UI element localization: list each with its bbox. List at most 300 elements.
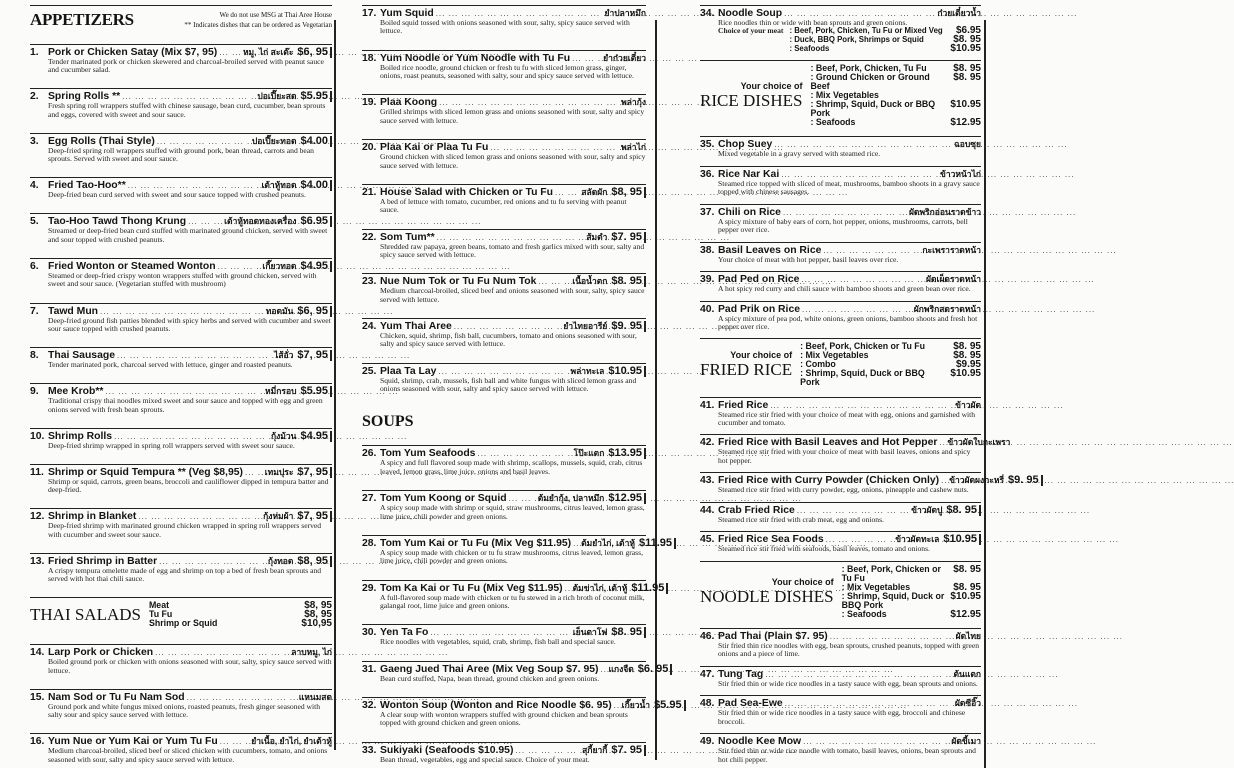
item-number: 31. (362, 663, 377, 675)
item-name: Tom Ka Kai or Tu Fu (Mix Veg $11.95) (380, 582, 563, 594)
section-title: NOODLE DISHES (700, 586, 834, 606)
item-price: $10.95 (943, 534, 981, 545)
item-description: Steamed rice stir fried with curry powder, egg, onions, pineapple and cashew nuts. (718, 485, 969, 495)
item-thai-name: ยำก๋วยเตี๋ยว (603, 52, 646, 63)
item-name: Fried Rice with Basil Leaves and Hot Pepper (718, 437, 938, 449)
item-price: $12.95 (608, 493, 646, 504)
item-thai-name: พล่ากุ้ง (621, 97, 646, 108)
item-price: $8. 95 (611, 276, 646, 287)
menu-item (362, 184, 646, 215)
choice-row (842, 592, 981, 610)
item-name: Yum Thai Aree (380, 321, 452, 333)
item-name: Yum Nue or Yum Kai or Yum Tu Fu (48, 736, 218, 748)
menu-item (30, 428, 332, 450)
item-name: Chop Suey (718, 139, 773, 151)
item-name: Fried Rice (718, 399, 769, 411)
item-thai-name: ข้าวผัด (955, 399, 981, 410)
item-description: Traditional crispy thai noodles mixed sweet and sour sauce and topped with egg and green onions served with fresh bean sprouts. (48, 396, 323, 414)
item-name: Plaa Ta Lay (380, 365, 437, 377)
item-price: $4.95 (300, 431, 332, 442)
item-number: 12. (30, 511, 45, 523)
item-thai-name: ข้าวผัดใบกะเพรา (947, 437, 1011, 448)
choice-price: $10.95 (950, 99, 981, 111)
item-name: Shrimp Rolls (48, 430, 113, 442)
item-name: Fried Wonton or Steamed Wonton (48, 260, 216, 272)
menu-item-title (700, 245, 981, 256)
dot-leader (823, 245, 920, 256)
item-number: 8. (30, 350, 39, 362)
item-description: A clear soup with wonton wrappers stuffed with ground chicken and bean sprouts topped with ground chicken and green onions. (380, 709, 628, 728)
item-thai-name: พล่าไก่ (620, 142, 646, 153)
choice-text: : Seafoods (789, 43, 830, 53)
item-name: Noodle Kee Mow (718, 736, 802, 748)
item-price: $5.95 (654, 700, 686, 711)
item-thai-name: เนื้อน้ำตก (572, 276, 608, 287)
item-price: $4.00 (300, 180, 332, 191)
dot-leader (802, 304, 912, 315)
choice-price: $8. 95 (953, 34, 981, 45)
item-number: 22. (362, 231, 377, 243)
item-thai-name: ข้าวหน้าไก่ (940, 168, 981, 179)
menu-item (30, 213, 332, 244)
item-number: 49. (700, 736, 715, 748)
item-description: Ground pork and white fungus mixed onions, roasted peanuts, fresh ginger seasoned with salty sour and spicy sauce served with lettuce. (48, 701, 321, 720)
choice-list (800, 342, 981, 387)
item-number: 30. (362, 627, 377, 639)
choice-price: $8, 95 (304, 600, 332, 612)
item-name: Mee Krob** (48, 386, 104, 398)
item-number: 41. (700, 399, 715, 411)
item-price: $5.95 (300, 91, 332, 102)
item-name: Yen Ta Fo (380, 627, 429, 639)
item-thai-name: เต้าหู้ทอด (261, 180, 297, 191)
item-name: Larp Pork or Chicken (48, 647, 154, 659)
item-description: Stir fried thin or wide rice noodles in a tasty sauce with egg, bean sprouts and onions. (718, 678, 978, 688)
item-name: Nue Num Tok or Tu Fu Num Tok (380, 276, 537, 288)
item-description: A spicy and full flavored soup made with shrimp, scallops, mussels, squid, crab, citrus leaved, lemon grass, lime juice, onions and basil leaves. (380, 458, 643, 476)
menu-item (362, 139, 646, 170)
item-thai-name: ข้าวผัดผงกะหรี่ (949, 475, 1005, 486)
item-number: 37. (700, 206, 715, 218)
item-thai-name: แกงจืด (608, 663, 634, 674)
item-number: 35. (700, 139, 715, 151)
menu-item (700, 695, 981, 726)
item-price: $6, 95 (297, 47, 332, 58)
dot-leader (565, 583, 571, 594)
item-description: Grilled shrimps with sliced lemon grass and onions seasoned with sour, salty and spicy sauce served with lettuce. (380, 107, 645, 125)
item-thai-name: ยำไทยอารีย์ (563, 321, 608, 332)
menu-item (30, 44, 332, 75)
note-text: ** Indicates dishes that can be ordered as Vegetarian (184, 21, 332, 29)
item-name: Tom Yum Seafoods (380, 448, 476, 460)
dot-leader (100, 306, 264, 317)
item-description: Chicken, squid, shrimp, fish ball, cucumbers, tomato and onions seasoned with sour, salty and spicy sauce served with lettuce. (380, 331, 637, 349)
item-price: $11.95 (639, 538, 676, 549)
item-thai-name: ก๋วยเตี๋ยวน้ำ (937, 8, 981, 18)
item-thai-name: ข้าวผัดปู (911, 504, 943, 515)
item-description: Mixed vegetable in a gravy served with steamed rice. (718, 149, 881, 159)
item-number: 16. (30, 736, 45, 748)
item-thai-name: พล่าทะเล (570, 365, 605, 376)
item-name: Pad Sea-Ewe (718, 698, 783, 710)
item-name: Yum Noodle or Yum Noodle with Tu Fu (380, 52, 571, 64)
item-price: $4.00 (300, 136, 332, 147)
choice-price: $10.95 (950, 590, 981, 602)
item-price: $9. 95 (1008, 475, 1043, 486)
item-thai-name: ฉอบซุย (953, 139, 981, 150)
menu-item (700, 628, 981, 659)
item-price: $4.95 (300, 261, 332, 272)
item-thai-name: กะเพราราดหน้า (922, 244, 981, 255)
menu-item (700, 502, 981, 524)
section-header (30, 597, 332, 630)
item-thai-name: ต้มยำกุ้ง, ปลาหมึก (537, 493, 605, 504)
menu-item (700, 271, 981, 293)
choice-block (700, 27, 981, 53)
choice-text: Tu Fu (148, 609, 173, 620)
item-thai-name: ปอเปี๊ยะทอด (251, 135, 297, 146)
menu-item (362, 273, 646, 304)
item-thai-name: ทอดมัน (265, 305, 294, 316)
menu-item (700, 531, 981, 553)
menu-item (362, 229, 646, 260)
menu-item (30, 258, 332, 289)
item-price: $7, 95 (297, 350, 332, 361)
item-number: 47. (700, 668, 715, 680)
choice-price: $10.95 (950, 42, 981, 54)
section-title-group (30, 605, 141, 625)
menu-item (362, 697, 682, 728)
menu-item-title (700, 304, 981, 315)
item-description: Tender marinated pork, charcoal served with lettuce, ginger and roasted peanuts. (48, 360, 293, 370)
choice-text: Shrimp or Squid (148, 618, 218, 629)
menu-item-title (362, 662, 669, 675)
menu-item-title (30, 306, 332, 317)
choice-price: $8, 95 (304, 609, 332, 621)
menu-item (362, 661, 669, 683)
item-number: 33. (362, 744, 377, 756)
item-number: 40. (700, 303, 715, 315)
item-name: Pork or Chicken Satay (Mix $7, 95) (48, 46, 218, 58)
column-divider (334, 20, 336, 750)
item-description: Steamed rice topped with sliced of meat, mushrooms, bamboo shoots in a gravy sauce topped with chinese sausages. (718, 178, 980, 197)
item-thai-name: ปอเปี๊ยะสด (257, 91, 297, 102)
item-name: Shrimp or Squid Tempura ** (Veg $8,95) (48, 466, 243, 478)
dot-leader (187, 692, 297, 703)
section-header (700, 338, 981, 389)
menu-item (362, 445, 646, 476)
menu-item (700, 666, 981, 688)
item-number: 10. (30, 430, 45, 442)
item-description: Stir fried thin or wide rice noodles in a tasty sauce with egg, broccoli and chinese broccoli. (718, 708, 966, 726)
menu-item (30, 733, 332, 764)
item-price: $8. 95 (611, 627, 646, 638)
item-description: Deep-fried bean curd served with sweet and sour sauce topped with crushed peanuts. (48, 190, 306, 200)
item-number: 11. (30, 466, 44, 478)
item-number: 5. (30, 216, 39, 228)
item-description: A spicy mixture of baby ears of corn, hot pepper, onions, mushrooms, carrots, bell pepper over rice. (718, 216, 968, 235)
choice-list (149, 601, 332, 628)
menu-column-1 (30, 0, 332, 768)
dot-leader (515, 745, 580, 756)
item-name: Shrimp in Blanket (48, 511, 137, 523)
section-header (700, 60, 981, 129)
section-title: APPETIZERS (30, 10, 134, 29)
choice-price: $8. 95 (953, 581, 981, 593)
item-thai-name: ลาบหมู, ไก่ (291, 647, 332, 658)
column-divider (655, 20, 657, 760)
item-number: 39. (700, 274, 715, 286)
item-description: A spicy soup made with shrimp or squid, straw mushrooms, citrus leaved, lemon grass, lime juice, chili powder and green onions. (380, 503, 645, 521)
section-title: RICE DISHES (700, 90, 803, 110)
menu-item (700, 733, 981, 764)
item-thai-name: สุกี้ยากี้ (582, 744, 608, 755)
item-thai-name: ผัดซีอิ๊ว (954, 698, 981, 709)
choice-text: : Mix Vegetables (841, 581, 911, 592)
menu-item (30, 347, 332, 369)
choice-label: Your choice of (771, 576, 834, 587)
choice-price: $10,95 (301, 618, 332, 630)
item-description: Stir fried thin rice noodles with egg, bean sprouts, crushed peanuts, topped with green onions and a piece of lime. (718, 640, 980, 659)
item-number: 34. (700, 8, 715, 19)
choice-price: $8. 95 (953, 341, 981, 353)
item-number: 9. (30, 386, 39, 398)
item-number: 1. (30, 46, 39, 58)
item-number: 4. (30, 180, 39, 192)
item-description: Bean thread, vegetables, egg and special sauce. Choice of your meat. (380, 754, 590, 764)
item-description: Steamed rice stir fried with seafoods, basil leaves, tomato and onions. (718, 544, 930, 554)
choice-text: : Mix Vegetables (800, 350, 869, 361)
section-title: SOUPS (362, 413, 414, 431)
item-name: Noodle Soup (718, 8, 783, 19)
item-name: Tung Tag (718, 668, 764, 680)
choice-text: : Ground Chicken or Ground Beef (810, 72, 930, 92)
choice-label: Choice of your meat (718, 26, 784, 36)
item-description: Steamed rice stir fried with your choice of meat with egg, onions and garnished with cucumber and tomato. (718, 409, 976, 427)
choice-row (842, 610, 981, 619)
section-title-group (700, 81, 802, 111)
menu-item-title (30, 692, 332, 703)
item-number: 20. (362, 142, 377, 154)
item-thai-name: ผัดไทย (955, 630, 981, 641)
item-description: Medium charcoal-broiled, sliced beef and onions seasoned with sour, salty, spicy sauce served with lettuce. (380, 286, 645, 304)
choice-row (842, 565, 981, 583)
item-price: $5.95 (300, 386, 332, 397)
item-number: 3. (30, 135, 39, 147)
section-header (700, 561, 981, 621)
choice-price: $12.95 (950, 117, 981, 129)
menu-item (30, 303, 332, 334)
item-description: Steamed rice stir fried with your choice of meat with basil leaves, onions and spicy hot pepper. (718, 447, 971, 465)
item-description: Streamed or deep-fried bean curd stuffed with marinated ground chicken, served with sweet and sour topped with crushed peanuts. (48, 226, 328, 244)
item-price: $7. 95 (611, 232, 646, 243)
choice-row (810, 100, 981, 118)
item-price: $9. 95 (611, 321, 646, 332)
item-number: 27. (362, 493, 377, 505)
item-description: A hot spicy red curry and chili sauce with bamboo shoots and green bean over rice. (718, 284, 971, 294)
item-thai-name: กุ้งม้วน (270, 430, 297, 441)
item-description: Boiled ground pork or chicken with onions seasoned with sour, salty, spicy sauce served with lettuce. (48, 657, 332, 675)
menu-item (700, 434, 1011, 465)
menu-item (700, 166, 981, 197)
item-number: 38. (700, 244, 715, 256)
menu-item (700, 472, 1039, 495)
menu-column-2 (362, 0, 682, 768)
item-name: Crab Fried Rice (718, 504, 795, 516)
item-number: 18. (362, 52, 377, 64)
item-thai-name: ข้าวผัดทะเล (895, 534, 940, 545)
menu-item (362, 94, 646, 125)
item-number: 21. (362, 186, 377, 198)
item-number: 14. (30, 647, 45, 659)
item-name: Chili on Rice (718, 206, 781, 218)
item-thai-name: ผัดเผ็ดราดหน้า (926, 274, 981, 285)
item-name: Tao-Hoo Tawd Thong Krung (48, 216, 187, 228)
item-name: Fried Rice Sea Foods (718, 534, 824, 546)
menu-item (30, 133, 332, 164)
menu-item (362, 318, 646, 349)
choice-price: $9.95 (955, 359, 981, 371)
menu-item-title (700, 400, 981, 411)
choice-text: : Mix Vegetables (810, 90, 879, 101)
item-thai-name: ไส้อั่ว (274, 350, 294, 361)
item-number: 48. (700, 698, 715, 710)
item-description: Shredded raw papaya, green beans, tomato and fresh garlics mixed with sour, salty and spicy sauce served with lettuce. (380, 241, 645, 259)
item-description: A crispy tempura omelette made of egg and shrimp on top a bed of fresh bean sprouts and served with hot thai chili sauce. (48, 565, 322, 584)
menu-item (362, 742, 646, 764)
item-description: Rice noodles thin or wide with bean sprouts and green onions. (718, 18, 908, 27)
item-thai-name: ยำปลาหมึก (604, 8, 646, 18)
item-number: 19. (362, 97, 377, 109)
item-name: Nam Sod or Tu Fu Nam Sod (48, 691, 185, 703)
menu-item (362, 490, 646, 521)
item-number: 46. (700, 630, 715, 642)
item-thai-name: ส้มตำ (586, 231, 608, 242)
item-thai-name: กุ้งทอด (267, 555, 294, 566)
menu-item (30, 383, 332, 414)
item-description: Tender marinated pork or chicken skewered and charcoal-broiled served with peanut sauce and cucumber salad. (48, 56, 324, 75)
item-thai-name: กุ้งห่มผ้า (263, 511, 294, 522)
menu-item (700, 242, 981, 264)
menu-item (30, 88, 332, 119)
section-title: FRIED RICE (700, 359, 793, 379)
item-thai-name: ต้นแตก (953, 668, 981, 679)
item-description: A spicy soup made with chicken or tu fu straw mushrooms, citrus leaved, lemon grass, lime juice, chili powder and green onions. (380, 547, 643, 566)
item-description: Steamed rice stir fried with crab meat, egg and onions. (718, 514, 884, 524)
note-text: We do not use MSG at Thai Aree House (219, 11, 332, 19)
item-description: Stir fried thin or wide rice noodle with tomato, basil leaves, onions, bean sprouts and hot chili pepper. (718, 746, 976, 764)
menu-item (700, 301, 981, 332)
item-description: A spicy mixture of pea pod, white onions, green onions, bamboo shoots and fresh hot pepper over rice. (718, 313, 978, 331)
item-number: 15. (30, 691, 45, 703)
item-number: 17. (362, 8, 377, 19)
item-number: 7. (30, 305, 39, 317)
item-name: Wonton Soup (Wonton and Rice Noodle $6. 95) (380, 699, 612, 711)
choice-price: $8. 95 (953, 563, 981, 575)
item-name: Thai Sausage (48, 350, 115, 362)
choice-label: Your choice of (730, 349, 793, 360)
item-number: 28. (362, 537, 377, 549)
section-header (30, 5, 332, 30)
choice-row (789, 42, 981, 54)
item-thai-name: สลัดผัก (581, 186, 608, 197)
item-description: Deep-fried ground fish patties blended with spicy herbs and served with cucumber and sweet sour sauce topped with crushed peanuts. (48, 315, 331, 333)
dot-leader (437, 232, 585, 243)
choice-price: $6.95 (955, 25, 981, 37)
choice-price: $10.95 (950, 368, 981, 380)
choice-row (800, 369, 981, 387)
item-number: 13. (30, 555, 45, 567)
choice-text: : Seafoods (810, 117, 856, 128)
item-description: Ground chicken with sliced lemon grass and onions seasoned with sour, salty and spicy sauce served with lettuce. (380, 152, 646, 170)
item-number: 32. (362, 699, 377, 711)
menu-item (362, 363, 646, 394)
menu-item (30, 508, 332, 539)
item-price: $6, 95 (297, 306, 332, 317)
item-description: Deep-fried shrimp with marinated ground chicken wrapped in spring roll wrappers served with cucumber and sweet sour sauce. (48, 521, 322, 539)
choice-text: : Beef, Pork, Chicken or Tu Fu (841, 563, 941, 583)
menu-item (700, 204, 981, 235)
header-notes (184, 10, 332, 30)
item-description: Boiled squid tossed with onions seasoned with sour, salty, spicy sauce served with lettuce. (380, 18, 630, 36)
choice-text: : Shrimp, Squid, Duck or BBQ Pork (810, 99, 936, 119)
item-number: 36. (700, 168, 715, 180)
item-number: 44. (700, 504, 715, 516)
item-price: $10.95 (608, 366, 646, 377)
menu-item (30, 644, 332, 675)
item-name: Yum Squid (380, 8, 434, 19)
item-price: $11.95 (631, 583, 668, 594)
menu-item (30, 177, 332, 199)
menu-item (362, 5, 646, 36)
item-description: A full-flavored soup made with chicken or tu fu stewed in a rich broth of coconut milk, galangal root, lime juice and green onions. (380, 592, 645, 610)
item-thai-name: แหนมสด (298, 691, 332, 702)
item-thai-name: ผัดขี้เมา (951, 736, 981, 747)
item-description: A bed of lettuce with tomato, cucumber, red onions and tu fu serving with peanut sauce. (380, 196, 627, 215)
choice-price: $8. 95 (953, 350, 981, 362)
menu-item (700, 397, 981, 428)
item-name: House Salad with Chicken or Tu Fu (380, 186, 554, 198)
item-name: Plaa Koong (380, 97, 438, 109)
choice-label: Your choice of (740, 80, 803, 91)
menu-item (30, 464, 332, 495)
choice-price: $8. 95 (953, 72, 981, 84)
dot-leader (600, 664, 606, 675)
menu-item (362, 624, 646, 646)
choice-text: : Seafoods (841, 608, 887, 619)
choice-price: $12.95 (950, 608, 981, 620)
item-name: Som Tum** (380, 231, 435, 243)
menu-item (700, 136, 981, 158)
item-name: Plaa Kai or Plaa Tu Fu (380, 142, 489, 154)
item-description: Steamed or deep-fried crispy wonton wrappers stuffed with ground chicken, served with sweet and sour sauce. (Vegetarian stuffed with mushroom) (48, 270, 317, 289)
item-name: Basil Leaves on Rice (718, 244, 822, 256)
choice-text: : Beef, Pork, Chicken, Tu Fu (810, 63, 927, 74)
item-description: Fresh spring roll wrappers stuffed with chinese sausage, bean curd, cucumber, bean sprouts and eggs, covered with sweet and sour sauce. (48, 101, 326, 119)
menu-item (700, 5, 981, 53)
item-price: $7. 95 (611, 745, 646, 756)
item-name: Tawd Mun (48, 305, 99, 317)
menu-item (30, 689, 332, 720)
item-name: Egg Rolls (Thai Style) (48, 135, 155, 147)
item-thai-name: ผัดพริกอ่อนราดข้าว (908, 206, 981, 217)
section-title: THAI SALADS (30, 604, 141, 624)
choice-text: : Beef, Pork, Chicken or Tu Fu (800, 341, 926, 352)
item-thai-name: เกี๊ยวน้ำ (621, 699, 651, 710)
item-name: Sukiyaki (Seafoods $10.95) (380, 744, 514, 756)
item-name: Spring Rolls ** (48, 91, 121, 103)
item-name: Pad Prik on Rice (718, 303, 800, 315)
